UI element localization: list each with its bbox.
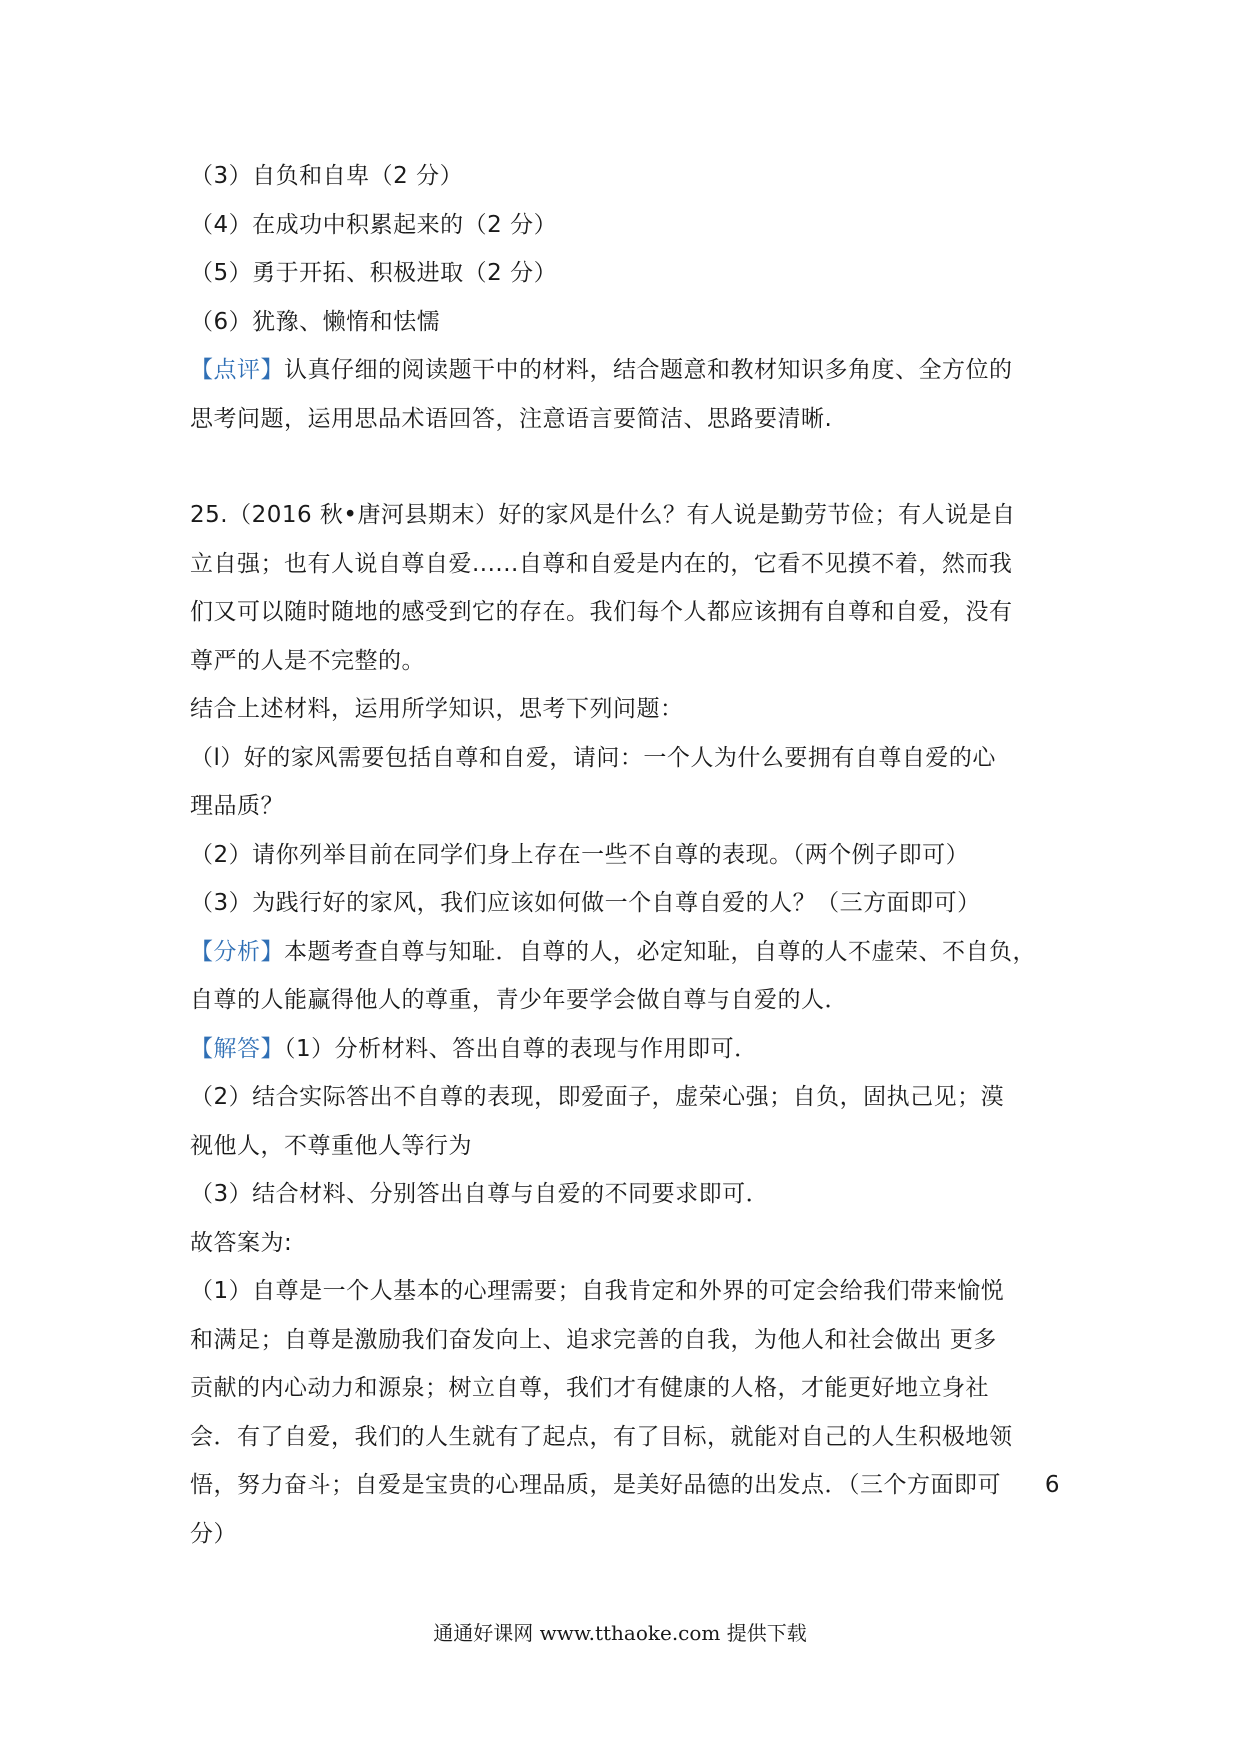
answer-line-6: （6）犹豫、懒惰和怯懦 xyxy=(190,308,441,335)
solution-line: 分） xyxy=(190,1520,237,1547)
question-stem-line: 尊严的人是不完整的。 xyxy=(190,647,425,674)
comment-text-1: 认真仔细的阅读题干中的材料，结合题意和教材知识多角度、全方位的 xyxy=(284,357,1013,383)
solution-line: 贡献的内心动力和源泉；树立自尊，我们才有健康的人格，才能更好地立身社 xyxy=(190,1375,989,1401)
solution-tag: 【解答】 xyxy=(190,1035,284,1062)
solution-line: 视他人，不尊重他人等行为 xyxy=(190,1132,472,1159)
solution-line: （2）结合实际答出不自尊的表现，即爱面子，虚荣心强；自负，固执己见；漠 xyxy=(190,1084,1005,1110)
solution-text: 悟，努力奋斗；自爱是宝贵的心理品质，是美好品德的出发点．（三个方面即可 xyxy=(190,1472,1001,1498)
solution-line: （1）自尊是一个人基本的心理需要；自我肯定和外界的可定会给我们带来愉悦 xyxy=(190,1278,1005,1304)
analysis-line-1 xyxy=(190,928,1060,977)
answer-line-5: （5）勇于开拓、积极进取（2 分） xyxy=(190,260,558,286)
analysis-tag: 【分析】 xyxy=(190,938,284,965)
sub-question-2: （2）请你列举目前在同学们身上存在一些不自尊的表现。（两个例子即可） xyxy=(190,841,970,868)
question-stem-line: 们又可以随时随地的感受到它的存在。我们每个人都应该拥有自尊和自爱，没有 xyxy=(190,599,1013,625)
comment-line-2: 思考问题，运用思品术语回答，注意语言要简洁、思路要清晰. xyxy=(190,405,833,432)
question-stem-line: 25.（2016 秋•唐河县期末）好的家风是什么？有人说是勤劳节俭；有人说是自 xyxy=(190,502,1016,528)
answer-heading: 故答案为: xyxy=(190,1229,293,1256)
comment-line-1 xyxy=(190,346,1060,395)
sub-question-1: （l）好的家风需要包括自尊和自爱，请问：一个人为什么要拥有自尊自爱的心 xyxy=(190,744,996,771)
sub-question-3: （3）为践行好的家风，我们应该如何做一个自尊自爱的人？（三方面即可） xyxy=(190,890,981,916)
solution-line-1 xyxy=(190,1025,1060,1074)
comment-tag: 【点评】 xyxy=(190,357,284,383)
score-mark: 6 xyxy=(1044,1472,1060,1498)
sub-question-1-cont: 理品质？ xyxy=(190,793,284,819)
footer-credit: 通通好课网 www.tthaoke.com 提供下载 xyxy=(433,1621,807,1645)
solution-text-1: （1）分析材料、答出自尊的表现与作用即可． xyxy=(284,1035,758,1062)
section-gap xyxy=(190,443,1060,491)
solution-line: 会．有了自爱，我们的人生就有了起点，有了目标，就能对自己的人生积极地领 xyxy=(190,1423,1013,1450)
analysis-text-1: 本题考查自尊与知耻．自尊的人，必定知耻，自尊的人不虚荣、不自负， xyxy=(284,938,1036,965)
answer-line-3: （3）自负和自卑（2 分） xyxy=(190,163,464,189)
page-content xyxy=(190,152,1060,1558)
solution-line: （3）结合材料、分别答出自尊与自爱的不同要求即可． xyxy=(190,1181,770,1207)
solution-line-with-score xyxy=(190,1461,1060,1510)
solution-line: 和满足；自尊是激励我们奋发向上、追求完善的自我，为他人和社会做出 更多 xyxy=(190,1326,997,1353)
analysis-line-2: 自尊的人能赢得他人的尊重，青少年要学会做自尊与自爱的人． xyxy=(190,987,848,1013)
question-instruction: 结合上述材料，运用所学知识，思考下列问题： xyxy=(190,696,684,722)
question-stem-line: 立自强；也有人说自尊自爱......自尊和自爱是内在的，它看不见摸不着，然而我 xyxy=(190,550,1013,577)
answer-line-4: （4）在成功中积累起来的（2 分） xyxy=(190,211,558,238)
